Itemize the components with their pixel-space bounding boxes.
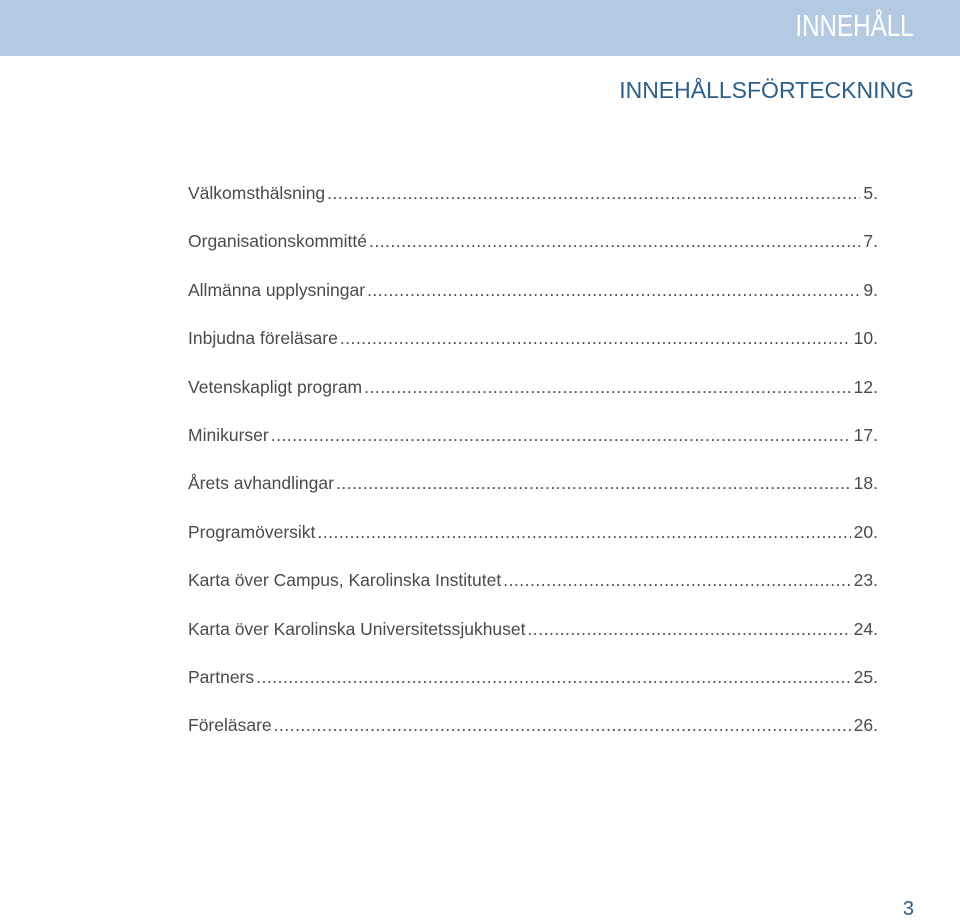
toc-entry-label: Organisationskommitté xyxy=(188,231,367,252)
toc-entry[interactable] xyxy=(188,226,878,274)
toc-heading: INNEHÅLLSFÖRTECKNING xyxy=(619,77,914,103)
toc-leader-dots xyxy=(364,372,851,402)
toc-entry[interactable] xyxy=(188,565,878,613)
toc-leader-dots xyxy=(340,323,851,353)
toc-entry-page: 20. xyxy=(853,521,878,542)
toc-entry-page: 18. xyxy=(853,473,878,494)
page-number: 3 xyxy=(902,898,914,920)
header-band xyxy=(0,0,960,56)
toc-entry-label: Karta över Campus, Karolinska Institutet xyxy=(188,570,502,591)
toc-entry-label: Karta över Karolinska Universitetssjukhuset xyxy=(188,618,526,639)
toc-entry-label: Inbjudna föreläsare xyxy=(188,328,338,349)
toc-leader-dots xyxy=(327,178,860,208)
toc-entry-page: 10. xyxy=(853,328,878,349)
toc-entry[interactable] xyxy=(188,614,878,662)
toc-entry[interactable] xyxy=(188,420,878,468)
toc-entry-label: Partners xyxy=(188,666,255,687)
toc-entry[interactable] xyxy=(188,468,878,516)
toc-leader-dots xyxy=(336,468,851,498)
toc-leader-dots xyxy=(369,226,860,256)
toc-entry-label: Vetenskapligt program xyxy=(188,376,363,397)
toc-entry-label: Föreläsare xyxy=(188,715,272,736)
toc-leader-dots xyxy=(528,614,851,644)
toc-entry-page: 24. xyxy=(853,618,878,639)
toc-entry-page: 12. xyxy=(853,376,878,397)
toc-entry[interactable] xyxy=(188,323,878,371)
toc-leader-dots xyxy=(317,517,850,547)
toc-leader-dots xyxy=(367,275,860,305)
toc-leader-dots xyxy=(256,662,851,692)
section-title: INNEHÅLL xyxy=(795,8,914,43)
toc-entry-page: 17. xyxy=(853,424,878,445)
toc-entry[interactable] xyxy=(188,710,878,758)
toc-entry-page: 7. xyxy=(863,231,878,252)
toc-leader-dots xyxy=(271,420,851,450)
table-of-contents xyxy=(188,178,878,759)
toc-entry-label: Allmänna upplysningar xyxy=(188,279,366,300)
toc-leader-dots xyxy=(503,565,850,595)
toc-entry[interactable] xyxy=(188,372,878,420)
toc-entry-page: 5. xyxy=(863,183,878,203)
toc-entry-page: 25. xyxy=(853,666,878,687)
toc-entry[interactable] xyxy=(188,517,878,565)
toc-entry[interactable] xyxy=(188,662,878,710)
toc-entry-label: Minikurser xyxy=(188,424,269,445)
toc-entry-label: Programöversikt xyxy=(188,521,316,542)
toc-entry[interactable] xyxy=(188,275,878,323)
toc-entry-label: Årets avhandlingar xyxy=(188,473,334,494)
toc-entry-page: 9. xyxy=(863,279,878,300)
toc-entry-page: 23. xyxy=(853,570,878,591)
toc-entry-page: 26. xyxy=(853,715,878,736)
toc-leader-dots xyxy=(274,710,851,740)
toc-entry-label: Välkomsthälsning xyxy=(188,183,326,203)
toc-entry[interactable] xyxy=(188,178,878,226)
